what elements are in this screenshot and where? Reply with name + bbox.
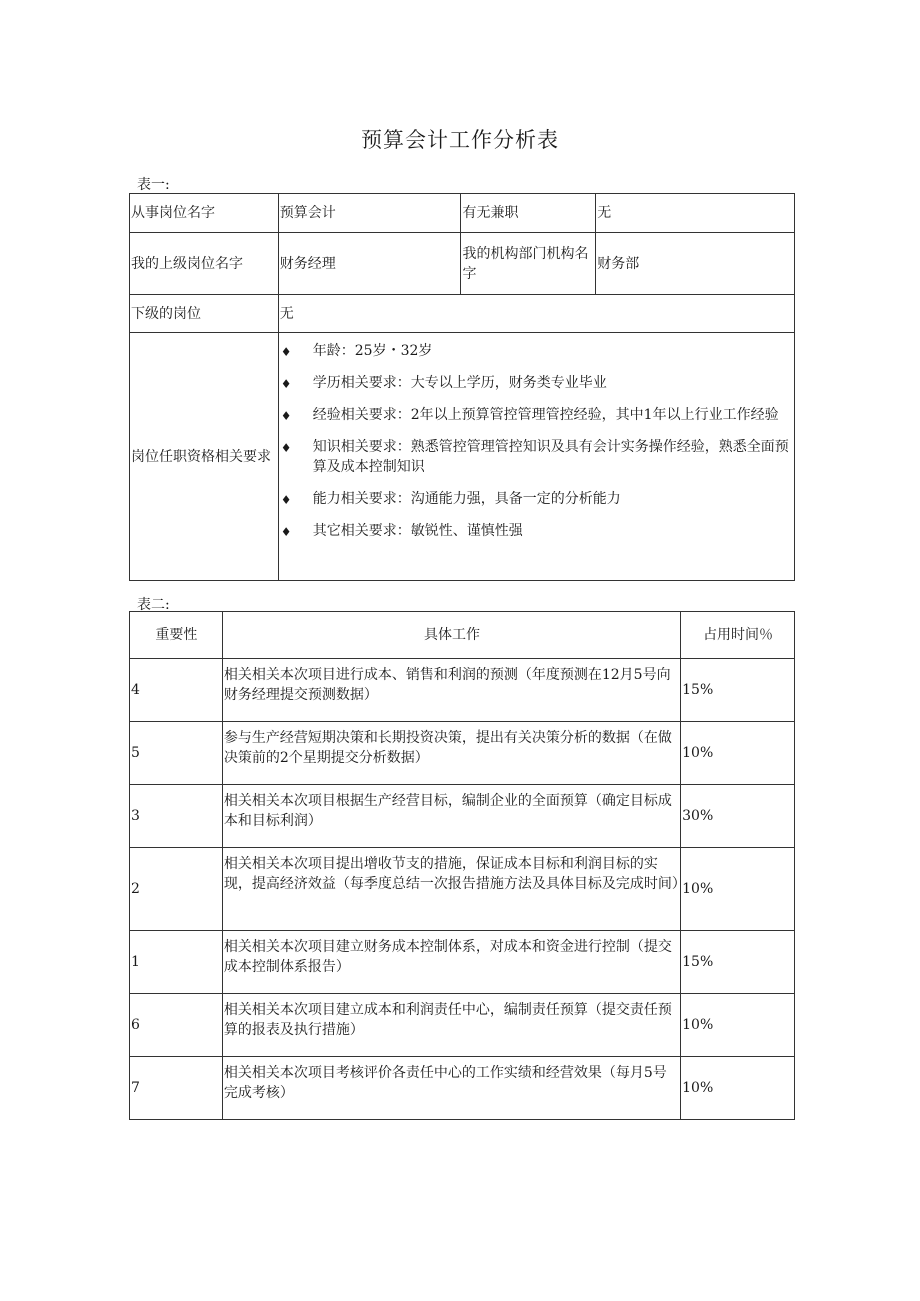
requirements-list (280, 333, 794, 543)
diamond-bullet-icon: ♦ (280, 493, 292, 507)
requirement-text: 年龄：25岁・32岁 (312, 343, 433, 359)
subordinate-value: 无 (278, 295, 794, 333)
list-item (280, 373, 794, 393)
importance-cell: 6 (130, 994, 223, 1057)
work-cell: 相关相关本次项目根据生产经营目标，编制企业的全面预算（确定目标成本和目标利润） (222, 785, 680, 848)
diamond-bullet-icon: ♦ (280, 525, 292, 539)
list-item (280, 437, 794, 477)
table-header-row (130, 612, 795, 659)
table-row (130, 194, 795, 233)
requirement-text: 其它相关要求：敏锐性、谨慎性强 (312, 523, 523, 539)
table-row (130, 785, 795, 848)
table-row (130, 659, 795, 722)
requirement-text: 经验相关要求：2年以上预算管控管理管控经验，其中1年以上行业工作经验 (312, 407, 779, 423)
qualification-cell (278, 333, 794, 581)
requirement-text: 学历相关要求：大专以上学历，财务类专业毕业 (312, 375, 607, 391)
department-label: 我的机构部门机构名字 (461, 233, 596, 295)
work-header: 具体工作 (222, 612, 680, 659)
importance-cell: 5 (130, 722, 223, 785)
requirement-text: 知识相关要求：熟悉管控管理管控知识及具有会计实务操作经验，熟悉全面预算及成本控制知识 (312, 439, 789, 475)
table2-caption: 表二: (137, 597, 170, 613)
time-cell: 10% (681, 722, 795, 785)
list-item (280, 405, 794, 425)
supervisor-value: 财务经理 (278, 233, 461, 295)
job-info-table (129, 193, 795, 581)
table-row (130, 333, 795, 581)
time-cell: 15% (681, 931, 795, 994)
part-time-label: 有无兼职 (461, 194, 596, 233)
importance-cell: 3 (130, 785, 223, 848)
time-cell: 30% (681, 785, 795, 848)
table-row (130, 233, 795, 295)
table-row (130, 722, 795, 785)
time-cell: 10% (681, 994, 795, 1057)
table-row (130, 848, 795, 931)
time-header: 占用时间％ (681, 612, 795, 659)
importance-cell: 2 (130, 848, 223, 931)
job-title-label: 从事岗位名字 (130, 194, 279, 233)
work-cell: 相关相关本次项目建立财务成本控制体系，对成本和资金进行控制（提交成本控制体系报告） (222, 931, 680, 994)
table-row (130, 994, 795, 1057)
importance-header: 重要性 (130, 612, 223, 659)
importance-cell: 4 (130, 659, 223, 722)
diamond-bullet-icon: ♦ (280, 345, 292, 359)
job-title-value: 预算会计 (278, 194, 461, 233)
subordinate-label: 下级的岗位 (130, 295, 279, 333)
time-cell: 10% (681, 1057, 795, 1120)
importance-cell: 1 (130, 931, 223, 994)
list-item (280, 341, 794, 361)
time-cell: 15% (681, 659, 795, 722)
diamond-bullet-icon: ♦ (280, 409, 292, 423)
table-row (130, 931, 795, 994)
diamond-bullet-icon: ♦ (280, 441, 292, 455)
work-cell: 相关相关本次项目进行成本、销售和利润的预测（年度预测在12月5号向财务经理提交预测数据） (222, 659, 680, 722)
table-row (130, 295, 795, 333)
work-cell: 相关相关本次项目建立成本和利润责任中心，编制责任预算（提交责任预算的报表及执行措施） (222, 994, 680, 1057)
list-item (280, 521, 794, 541)
table-row (130, 1057, 795, 1120)
page-title: 预算会计工作分析表 (361, 128, 559, 152)
part-time-value: 无 (596, 194, 795, 233)
requirement-text: 能力相关要求：沟通能力强，具备一定的分析能力 (312, 491, 621, 507)
work-cell: 相关相关本次项目提出增收节支的措施，保证成本目标和利润目标的实现，提高经济效益（每季度总结一次报告措施方法及具体目标及完成时间） (222, 848, 680, 931)
department-value: 财务部 (596, 233, 795, 295)
supervisor-label: 我的上级岗位名字 (130, 233, 279, 295)
importance-cell: 7 (130, 1057, 223, 1120)
duties-table (129, 611, 795, 1120)
time-cell: 10% (681, 848, 795, 931)
list-item (280, 489, 794, 509)
table1-caption: 表一: (137, 177, 170, 193)
qualification-label: 岗位任职资格相关要求 (130, 333, 279, 581)
work-cell: 相关相关本次项目考核评价各责任中心的工作实绩和经营效果（每月5号完成考核） (222, 1057, 680, 1120)
diamond-bullet-icon: ♦ (280, 377, 292, 391)
work-cell: 参与生产经营短期决策和长期投资决策，提出有关决策分析的数据（在做决策前的2个星期提交分析数据） (222, 722, 680, 785)
